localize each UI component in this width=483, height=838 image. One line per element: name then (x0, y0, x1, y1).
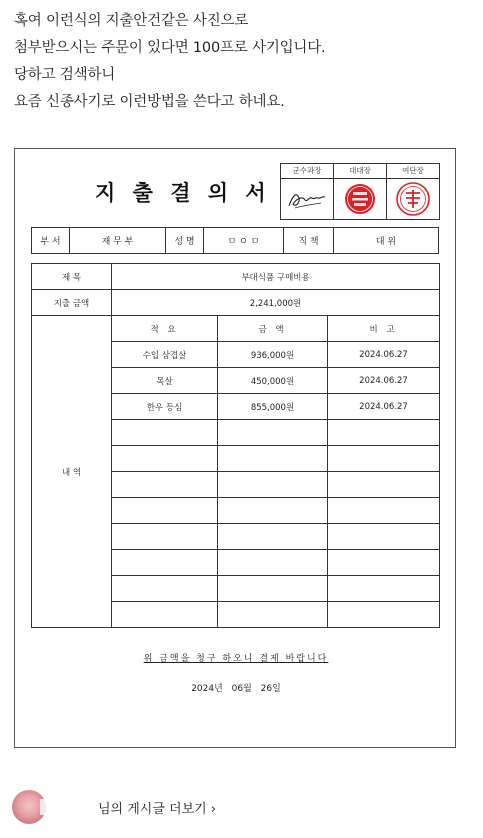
document-date: 2024년 06월 26일 (191, 684, 281, 694)
more-posts-link[interactable]: 님의 게시글 더보기 › (98, 801, 217, 817)
row-note (328, 576, 440, 602)
post-line: 당하고 검색하니 (14, 67, 116, 83)
row-item (112, 472, 218, 498)
row-amount: 450,000원 (218, 368, 328, 394)
post-line: 첨부받으시는 주문이 있다면 100프로 사기입니다. (14, 40, 326, 56)
author-bar[interactable] (12, 790, 472, 824)
request-text-label: 위 금액을 청구 하오니 결제 바랍니다 (143, 654, 329, 664)
expense-document-image[interactable] (14, 148, 456, 748)
row-note (328, 498, 440, 524)
row-item (112, 550, 218, 576)
row-item (112, 446, 218, 472)
amount-label: 지출 금액 (32, 290, 112, 316)
column-header: 적 요 (112, 316, 218, 342)
rank-label: 직 책 (284, 228, 334, 253)
rank-value: 대 위 (375, 237, 397, 247)
row-note (328, 550, 440, 576)
dept-label: 부 서 (32, 228, 70, 253)
info-row (31, 227, 439, 254)
document-title: 지 출 결 의 서 (95, 181, 271, 205)
row-note (328, 446, 440, 472)
row-item (112, 420, 218, 446)
row-item: 목살 (112, 368, 218, 394)
red-seal-icon (334, 179, 386, 219)
row-amount (218, 472, 328, 498)
row-note: 2024.06.27 (328, 368, 440, 394)
dept-value: 재 무 부 (70, 228, 166, 253)
row-item (112, 498, 218, 524)
row-amount (218, 446, 328, 472)
row-item: 한우 등심 (112, 394, 218, 420)
row-note (328, 420, 440, 446)
post-line: 요즘 신종사기로 이런방법을 쓴다고 하네요. (14, 94, 285, 110)
row-amount (218, 524, 328, 550)
row-amount: 855,000원 (218, 394, 328, 420)
row-amount (218, 420, 328, 446)
row-amount (218, 498, 328, 524)
post-body (14, 8, 474, 116)
approval-header: 대대장 (334, 164, 386, 179)
blurred-author-name (40, 799, 94, 815)
row-item (112, 576, 218, 602)
row-note (328, 602, 440, 628)
post-line: 혹여 이런식의 지출안건같은 사진으로 (14, 13, 249, 29)
column-header: 금 액 (218, 316, 328, 342)
approval-header: 군수과장 (281, 164, 333, 179)
column-header: 비 고 (328, 316, 440, 342)
approval-col (334, 164, 387, 219)
red-seal-icon (387, 179, 439, 219)
row-amount (218, 602, 328, 628)
row-item: 수입 삼겹살 (112, 342, 218, 368)
row-note (328, 472, 440, 498)
expense-form-table (31, 263, 439, 628)
name-value: ㅁ ㅇ ㅁ (204, 228, 284, 253)
row-note: 2024.06.27 (328, 342, 440, 368)
approval-header: 여단장 (387, 164, 439, 179)
detail-label: 내 역 (32, 316, 112, 628)
subject-label: 제 목 (32, 264, 112, 290)
row-amount: 936,000원 (218, 342, 328, 368)
row-note: 2024.06.27 (328, 394, 440, 420)
approval-col (281, 164, 334, 219)
approval-col (387, 164, 439, 219)
amount-value: 2,241,000원 (112, 290, 440, 316)
signature-icon (281, 179, 333, 219)
request-text (15, 651, 457, 664)
approval-box (280, 163, 440, 220)
subject-value: 부대식품 구매비용 (112, 264, 440, 290)
row-item (112, 602, 218, 628)
row-amount (218, 550, 328, 576)
row-amount (218, 576, 328, 602)
name-label: 성 명 (166, 228, 204, 253)
row-item (112, 524, 218, 550)
row-note (328, 524, 440, 550)
